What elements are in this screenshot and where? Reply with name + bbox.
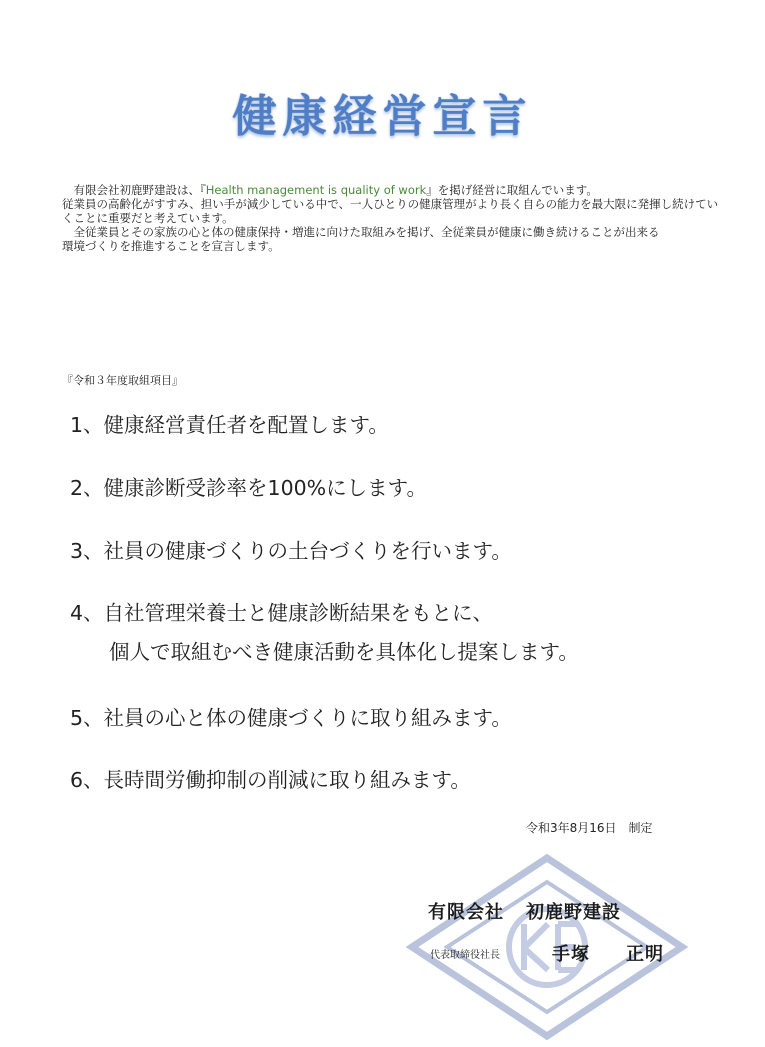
list-item: 5、社員の心と体の健康づくりに取り組みます。 — [70, 706, 512, 730]
representative-name — [552, 940, 664, 966]
intro-line-2: 従業員の高齢化がすすみ、担い手が減少している中で、一人ひとりの健康管理がより長く自らの能力を最大限に発揮し続けていくことに重要だと考えています。 — [62, 197, 719, 225]
list-item: 1、健康経営責任者を配置します。 — [70, 413, 389, 437]
intro-line-1-suffix: 』を掲げ経営に取組んでいます。 — [426, 183, 598, 197]
list-item — [70, 596, 579, 665]
list-item-text: 3、社員の健康づくりの土台づくりを行います。 — [70, 539, 512, 563]
intro-paragraph — [62, 183, 722, 253]
company-type: 有限会社 — [428, 902, 504, 923]
page-title: 健康経営宣言 — [232, 91, 533, 142]
list-item-continuation: 個人で取組むべき健康活動を具体化し提案します。 — [109, 640, 579, 664]
intro-line-1-prefix: 有限会社初鹿野建設は、『 — [62, 183, 206, 197]
list-item-text: 4、自社管理栄養士と健康診断結果をもとに、 — [70, 601, 494, 625]
items-heading: 『令和３年度取組項目』 — [62, 374, 183, 387]
representative-title: 代表取締役社長 — [430, 950, 500, 961]
intro-line-3: 全従業員とその家族の心と体の健康保持・増進に向けた取組みを掲げ、全従業員が健康に働き続けることが出来る — [62, 225, 660, 239]
company-name — [428, 898, 621, 924]
intro-line-4: 環境づくりを推進することを宣言します。 — [62, 239, 280, 253]
enactment-date: 令和3年8月16日 制定 — [526, 821, 653, 835]
company-proper-name: 初鹿野建設 — [526, 902, 621, 923]
english-motto: Health management is quality of work — [205, 183, 427, 197]
list-item: 6、長時間労働抑制の削減に取り組みます。 — [70, 768, 471, 792]
list-item — [70, 534, 512, 564]
representative-given-name: 正明 — [626, 944, 664, 965]
intro-line-1 — [62, 183, 722, 197]
list-item: 2、健康診断受診率を100%にします。 — [70, 476, 428, 500]
representative-surname: 手塚 — [552, 944, 590, 965]
